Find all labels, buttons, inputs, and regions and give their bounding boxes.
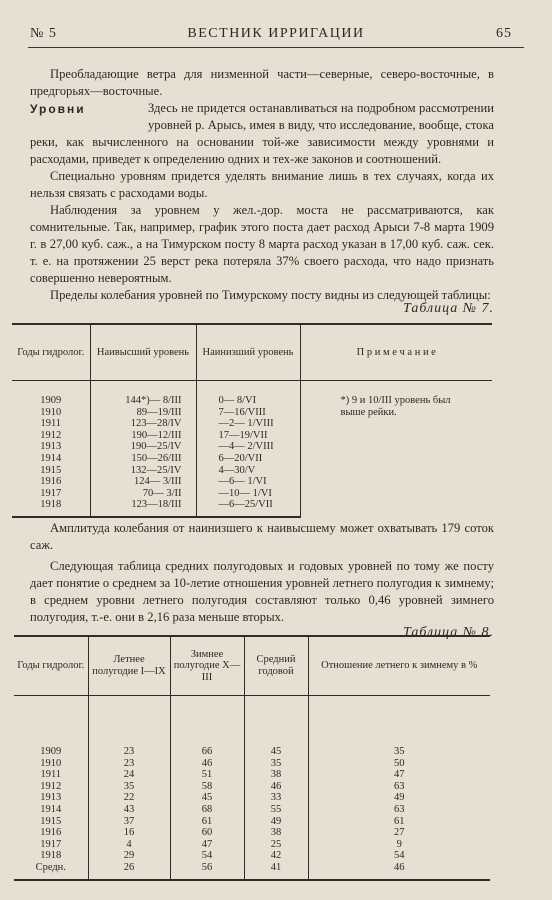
table8-row [14, 862, 490, 880]
table7-cell: —2— 1/VIII [196, 418, 300, 430]
table8-cell: 26 [88, 862, 170, 880]
table7-spacer-cell [12, 381, 90, 396]
table7-cell: 123—28/IV [90, 418, 196, 430]
table8-cell: 43 [88, 804, 170, 816]
table7-spacer-cell [196, 381, 300, 396]
table7-cell: 1914 [40, 452, 62, 464]
table8-cell: Средн. [14, 862, 88, 880]
table8-cell: 51 [170, 769, 244, 781]
table8-cell: 35 [244, 758, 308, 770]
table8-cell: 60 [170, 827, 244, 839]
table8-cell: 1917 [40, 838, 62, 850]
table7-cell: 17—19/VII [196, 430, 300, 442]
table8-cell: 22 [88, 792, 170, 804]
table8-cell: 38 [244, 827, 308, 839]
table8-cell: 16 [88, 827, 170, 839]
table8-cell: 61 [170, 816, 244, 828]
running-header [30, 26, 522, 46]
table7-cell: 89—19/III [90, 407, 196, 419]
table7-note: *) 9 и 10/III уровень был выше рейки. [300, 395, 492, 517]
table7-header-min: Наинизший уровень [196, 324, 300, 381]
table8-cell: 23 [88, 746, 170, 758]
issue-number: № 5 [30, 26, 57, 41]
table7-cell: 1916 [40, 476, 62, 488]
table8-cell: 49 [244, 816, 308, 828]
table8-cell: 4 [88, 839, 170, 851]
table8-cell: 47 [308, 769, 490, 781]
table7-cell: 144*)— 8/III [90, 395, 196, 407]
table8-cell: 58 [170, 781, 244, 793]
table7-cell: —10— 1/VI [196, 488, 300, 500]
table7-cell: 190—12/III [90, 430, 196, 442]
table8-cell: 27 [308, 827, 490, 839]
table7-cell: 0— 8/VI [196, 395, 300, 407]
table8-cell: 41 [244, 862, 308, 880]
table8-cell: 55 [244, 804, 308, 816]
table8-row [14, 769, 490, 781]
table-7 [12, 323, 492, 518]
table8-header-summer: Летнее полугодие I—IX [88, 636, 170, 696]
table7-body [12, 381, 492, 517]
table8-cell: 63 [308, 804, 490, 816]
table7-cell: 1909 [40, 395, 62, 406]
table7-cell: 1915 [40, 464, 62, 476]
table8-cell: 63 [308, 781, 490, 793]
table8-cell: 1912 [40, 780, 62, 792]
paragraph-winds: Преобладающие ветра для низменной части—северные, северо-восточные, в предгорьях—восточные. [30, 67, 494, 98]
page-number: 65 [496, 26, 512, 41]
table8-spacer-cell [244, 696, 308, 747]
table-8 [14, 635, 490, 881]
table8-header-annual: Средний годовой [244, 636, 308, 696]
table8-row [14, 839, 490, 851]
table7-header-max: Наивысший уровень [90, 324, 196, 381]
table7-cell: —4— 2/VIII [196, 441, 300, 453]
table8-cell: 37 [88, 816, 170, 828]
table8-cell: 1914 [40, 803, 62, 815]
table8-cell: 46 [244, 781, 308, 793]
table8-cell: 54 [170, 850, 244, 862]
table8-cell: 1915 [40, 815, 62, 827]
table8-spacer-row [14, 696, 490, 747]
table7-header-row [12, 324, 492, 381]
table8-body [14, 696, 490, 880]
table8-cell: 38 [244, 769, 308, 781]
table8-cell: 24 [88, 769, 170, 781]
table8-row [14, 758, 490, 770]
table8-caption: Таблица № 8. [403, 625, 494, 640]
table8-cell: 46 [170, 758, 244, 770]
table7-cell: 1917 [40, 487, 62, 499]
table8-cell: 35 [88, 781, 170, 793]
table8-header-row [14, 636, 490, 696]
table8-cell: 49 [308, 792, 490, 804]
table7-cell: 1913 [40, 441, 62, 453]
table8-spacer-cell [88, 696, 170, 747]
table8-cell: 42 [244, 850, 308, 862]
table8-header-ratio: Отношение летнего к зимнему в % [308, 636, 490, 696]
table8-header-year: Годы гидролог. [14, 636, 88, 696]
page-body [30, 66, 494, 317]
table8-cell: 29 [88, 850, 170, 862]
section-heading-levels: Уровни [30, 102, 86, 116]
table8-cell: 45 [170, 792, 244, 804]
table8-spacer-cell [308, 696, 490, 747]
table8-cell: 54 [308, 850, 490, 862]
table8-row [14, 816, 490, 828]
table8-cell: 47 [170, 839, 244, 851]
table8-cell: 50 [308, 758, 490, 770]
table7-cell: 6—20/VII [196, 453, 300, 465]
paragraph-amplitude: Амплитуда колебания от наинизшего к наивысшему может охватывать 179 соток саж. [30, 521, 494, 552]
table8-cell: 25 [244, 839, 308, 851]
table7-cell: 132—25/IV [90, 465, 196, 477]
table8-row [14, 827, 490, 839]
table7-cell: 1918 [12, 499, 90, 517]
table8-cell: 23 [88, 758, 170, 770]
table8-cell: 46 [308, 862, 490, 880]
table8-cell: 1918 [40, 850, 62, 862]
table8-cell: 1909 [40, 746, 62, 757]
table7-caption: Таблица № 7. [403, 301, 494, 316]
paragraph-limits: Пределы колебания уровней по Тимурскому посту видны из следующей таблицы: [50, 288, 491, 302]
table8-cell: 33 [244, 792, 308, 804]
table8-row [14, 850, 490, 862]
table7-cell: 7—16/VIII [196, 407, 300, 419]
table7-spacer-cell [90, 381, 196, 396]
table7-cell: 70— 3/II [90, 488, 196, 500]
table8-row [14, 781, 490, 793]
header-rule [28, 47, 524, 48]
table8-cell: 1913 [40, 792, 62, 804]
table7-cell: 150—26/III [90, 453, 196, 465]
table8-cell: 68 [170, 804, 244, 816]
table7-cell: 1911 [40, 418, 62, 430]
paragraph-observations: Наблюдения за уровнем у жел.-дор. моста не рассматриваются, как сомнительные. Так, например, график этого поста дает расход Арыси 7-8 марта 1909 г. в 27,00 куб. саж., а на Тимурском посту 8 марта расход указан в 17,00 куб. саж. сек. т. е. на протяжении 25 верст река потеряла 37% своего расхода, что надо признать совершенно невероятным. [30, 203, 494, 285]
table8-cell: 9 [308, 839, 490, 851]
table7-header-note: П р и м е ч а н и е [300, 324, 492, 381]
paragraph-levels-intro [30, 100, 494, 168]
page-body-lower [30, 520, 494, 641]
table7-cell: —6—25/VII [196, 499, 300, 517]
table8-cell: 1916 [40, 827, 62, 839]
table8-cell: 61 [308, 816, 490, 828]
table7-cell: 124— 3/III [90, 476, 196, 488]
table8-row [14, 746, 490, 758]
table8-spacer-cell [170, 696, 244, 747]
table7-cell: 4—30/V [196, 465, 300, 477]
table8-cell: 56 [170, 862, 244, 880]
paragraph-special-levels: Специально уровням придется уделять внимание лишь в тех случаях, когда их нельзя связать с расходами воды. [30, 169, 494, 200]
table7-cell: 1910 [40, 406, 62, 418]
paragraph-averages: Следующая таблица средних полугодовых и годовых уровней по тому же посту дает понятие о среднем за 10-летие отношения уровней летнего полугодия к зимнему; в среднем уровни летнего полугодия составляют только 0,46 уровней зимнего полугодия, т.-е. они в 2,16 раза меньше вторых. [30, 559, 494, 624]
table8-row [14, 792, 490, 804]
table8-cell: 35 [308, 746, 490, 758]
table8-cell: 1911 [40, 769, 62, 781]
table7-cell: 1912 [40, 429, 62, 441]
table8-spacer-cell [14, 696, 88, 747]
table7-cell: 123—18/III [90, 499, 196, 517]
journal-title: ВЕСТНИК ИРРИГАЦИИ [187, 26, 365, 41]
table7-header-year: Годы гидролог. [12, 324, 90, 381]
table7-cell: 190—25/IV [90, 441, 196, 453]
table7-row [12, 395, 492, 407]
paragraph-levels-text: Здесь не придется останавливаться на подробном рассмотрении уровней р. Арысь, имея в виду, что исследование, вообще, стока реки, как вычисленного на основании той-же зависимости между уровнями и расходами, приведет к определению одних и тех-же законов и соотношений. [30, 101, 494, 166]
table8-cell: 45 [244, 746, 308, 758]
table7-spacer-row [12, 381, 492, 396]
table7-spacer-cell [300, 381, 492, 396]
table8-cell: 66 [170, 746, 244, 758]
table7-cell: —6— 1/VI [196, 476, 300, 488]
table8-header-winter: Зимнее полугодие X—III [170, 636, 244, 696]
table8-row [14, 804, 490, 816]
table8-cell: 1910 [40, 757, 62, 769]
